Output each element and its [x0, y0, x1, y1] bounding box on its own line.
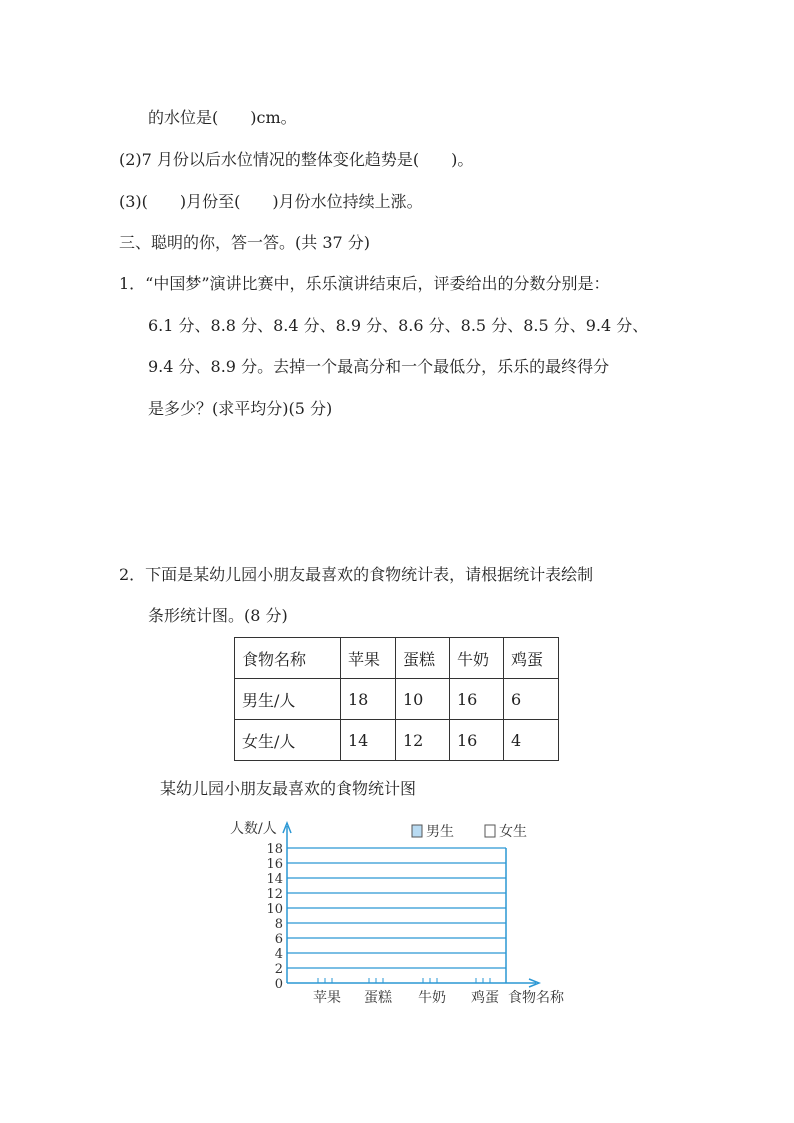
y-tick-label: 10 [266, 902, 283, 917]
table-header-cell: 苹果 [341, 638, 396, 679]
table-header-cell: 鸡蛋 [504, 638, 559, 679]
legend-swatch [412, 825, 422, 837]
text-line-3: (3)( )月份至( )月份水位持续上涨。 [119, 192, 423, 211]
y-tick-label: 18 [266, 842, 283, 857]
table-cell: 16 [450, 679, 504, 720]
legend-swatch [485, 825, 495, 837]
table-header-cell: 食物名称 [235, 638, 341, 679]
table-cell: 12 [396, 720, 450, 761]
x-axis-label: 食物名称 [508, 990, 564, 1006]
chart-title: 某幼儿园小朋友最喜欢的食物统计图 [160, 779, 417, 798]
y-tick-label: 6 [274, 932, 283, 947]
table-cell: 4 [504, 720, 559, 761]
text-line-1: 的水位是( )cm。 [148, 108, 297, 127]
legend-label: 男生 [426, 824, 454, 840]
table-cell: 女生/人 [235, 720, 341, 761]
table-cell: 男生/人 [235, 679, 341, 720]
y-tick-label: 0 [274, 977, 283, 992]
question-2-line-2: 条形统计图。(8 分) [148, 606, 288, 625]
text-line-2: (2)7 月份以后水位情况的整体变化趋势是( )。 [119, 150, 474, 169]
table-cell: 16 [450, 720, 504, 761]
question-1-line-3: 9.4 分、8.9 分。去掉一个最高分和一个最低分，乐乐的最终得分 [148, 357, 610, 376]
section-heading: 三、聪明的你，答一答。(共 37 分) [119, 233, 371, 252]
category-label: 鸡蛋 [471, 990, 499, 1006]
y-tick-label: 12 [266, 887, 283, 902]
category-label: 蛋糕 [364, 990, 392, 1006]
y-tick-label: 14 [266, 872, 283, 887]
table-cell: 18 [341, 679, 396, 720]
table-cell: 6 [504, 679, 559, 720]
category-label: 苹果 [313, 990, 341, 1006]
table-cell: 14 [341, 720, 396, 761]
question-1-line-2: 6.1 分、8.8 分、8.4 分、8.9 分、8.6 分、8.5 分、8.5 分、9.4 分、 [148, 316, 649, 335]
table-header-cell: 蛋糕 [396, 638, 450, 679]
y-axis-label: 人数/人 [230, 821, 277, 837]
table-cell: 10 [396, 679, 450, 720]
table-header-cell: 牛奶 [450, 638, 504, 679]
question-1-line-4: 是多少？(求平均分)(5 分) [148, 399, 333, 418]
y-tick-label: 8 [274, 917, 283, 932]
y-tick-label: 16 [266, 857, 283, 872]
question-2-line-1: 2．下面是某幼儿园小朋友最喜欢的食物统计表，请根据统计表绘制 [119, 565, 594, 584]
y-tick-label: 2 [274, 962, 283, 977]
question-1-line-1: 1．“中国梦”演讲比赛中，乐乐演讲结束后，评委给出的分数分别是： [119, 274, 610, 293]
category-label: 牛奶 [418, 990, 446, 1006]
legend-label: 女生 [499, 824, 527, 840]
y-tick-label: 4 [274, 947, 283, 962]
